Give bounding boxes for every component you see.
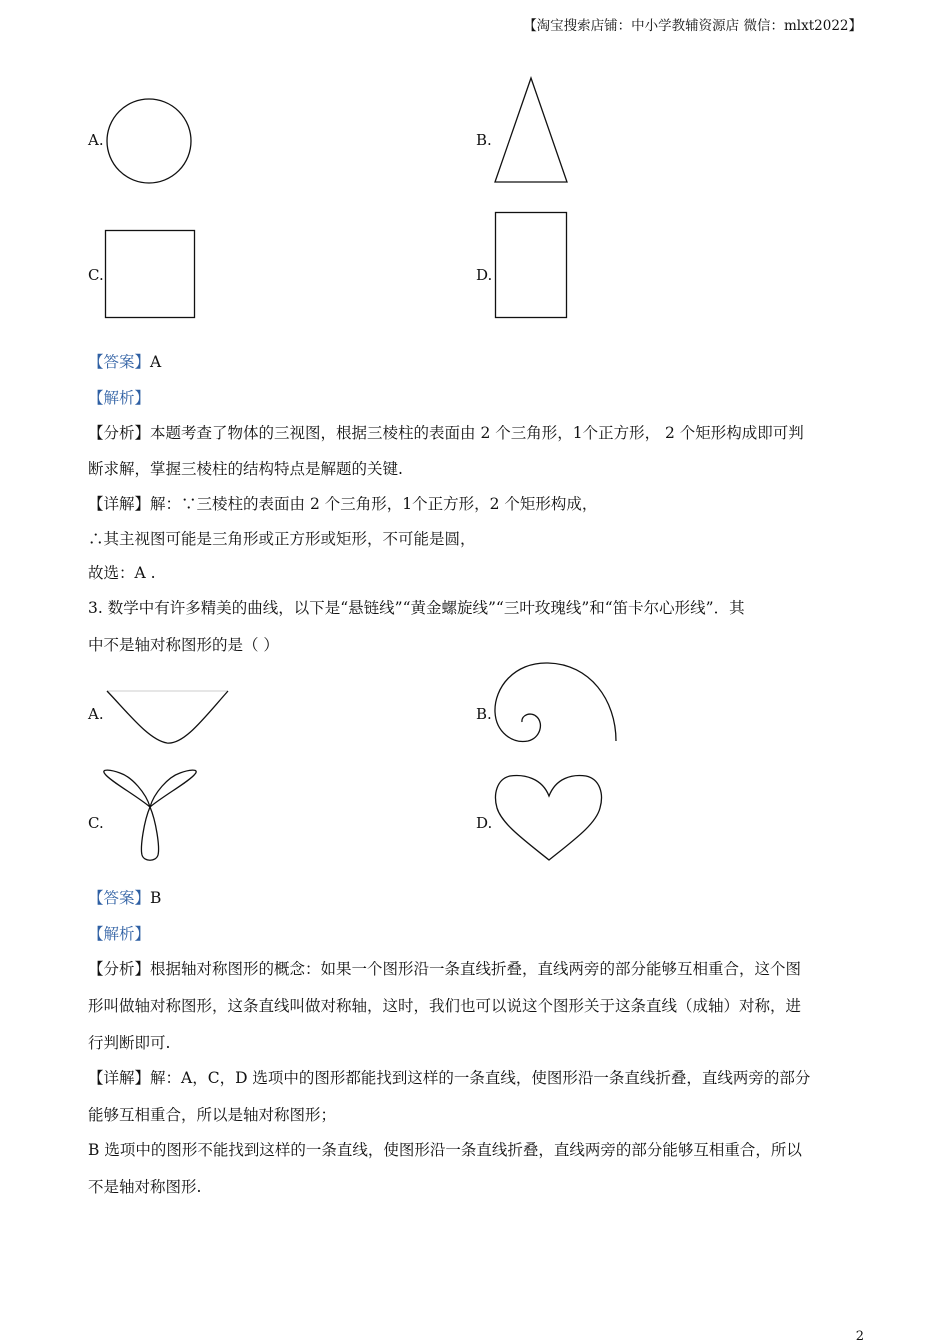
fenxi-tag: 【分析】 (88, 960, 151, 978)
q2-fenxi-line-1: 【分析】本题考查了物体的三视图，根据三棱柱的表面由 2 个三角形，1个正方形， 2 个矩形构成即可判 (88, 424, 804, 442)
answer-tag: 【答案】 (88, 889, 151, 907)
q3-fenxi-line-1: 【分析】根据轴对称图形的概念：如果一个图形沿一条直线折叠，直线两旁的部分能够互相重合，这个图 (88, 960, 802, 978)
q3-option-d-label: D. (476, 814, 493, 832)
xiangjie-tag: 【详解】 (88, 1069, 151, 1087)
q3-xiangjie-line-1: 【详解】解：A，C，D 选项中的图形都能找到这样的一条直线，使图形沿一条直线折叠，直线两旁的部分 (88, 1069, 811, 1087)
page-number: 2 (855, 1329, 864, 1344)
q3-answer: B (150, 889, 162, 907)
page-header: 【淘宝搜索店铺：中小学教辅资源店 微信：mlxt2022】 (523, 18, 862, 34)
q2-option-c-label: C. (88, 266, 104, 284)
q3-option-c-label: C. (88, 814, 104, 832)
answer-tag: 【答案】 (88, 353, 151, 371)
rectangle-figure (494, 211, 570, 321)
q2-xiangjie-line-1: 【详解】解：∵三棱柱的表面由 2 个三角形，1个正方形，2 个矩形构成， (88, 495, 598, 513)
q3-xiangjie-line-2: 能够互相重合，所以是轴对称图形； (88, 1106, 337, 1124)
q3-xiangjie-line-3: B 选项中的图形不能找到这样的一条直线，使图形沿一条直线折叠，直线两旁的部分能够互相重合，所以 (88, 1141, 802, 1159)
q3-fenxi-line-2: 形叫做轴对称图形，这条直线叫做对称轴，这时，我们也可以说这个图形关于这条直线（成轴）对称，进 (88, 997, 802, 1015)
golden-spiral-figure (492, 660, 620, 745)
q2-xiangjie-line-3: 故选：A . (88, 564, 156, 582)
q3-option-a-label: A. (88, 705, 104, 723)
q3-xiangjie-line-4: 不是轴对称图形. (88, 1178, 202, 1196)
circle-figure (104, 98, 194, 186)
q3-question-line-2: 中不是轴对称图形的是（ ） (88, 636, 279, 654)
q2-analysis-tag: 【解析】 (88, 389, 151, 407)
fenxi-tag: 【分析】 (88, 424, 151, 442)
triangle-figure (493, 76, 571, 186)
q2-option-a-label: A. (88, 131, 104, 149)
q2-xiangjie-line-2: ∴其主视图可能是三角形或正方形或矩形，不可能是圆， (88, 530, 476, 548)
q3-question-line-1: 3. 数学中有许多精美的曲线，以下是“悬链线”“黄金螺旋线”“三叶玫瑰线”和“笛卡尔心形线”．其 (88, 599, 745, 617)
q3-option-b-label: B. (476, 705, 492, 723)
catenary-curve-figure (104, 688, 232, 748)
q2-answer-line (88, 350, 161, 372)
cardioid-heart-figure (494, 772, 604, 864)
q3-analysis-tag: 【解析】 (88, 925, 151, 943)
square-figure (104, 229, 198, 321)
q2-option-d-label: D. (476, 266, 493, 284)
q3-answer-line (88, 886, 161, 908)
three-leaf-rose-figure (102, 769, 198, 863)
q2-option-b-label: B. (476, 131, 492, 149)
q2-fenxi-line-2: 断求解，掌握三棱柱的结构特点是解题的关键. (88, 460, 403, 478)
q2-answer: A (150, 353, 162, 371)
q3-fenxi-line-3: 行判断即可. (88, 1034, 171, 1052)
xiangjie-tag: 【详解】 (88, 495, 151, 513)
